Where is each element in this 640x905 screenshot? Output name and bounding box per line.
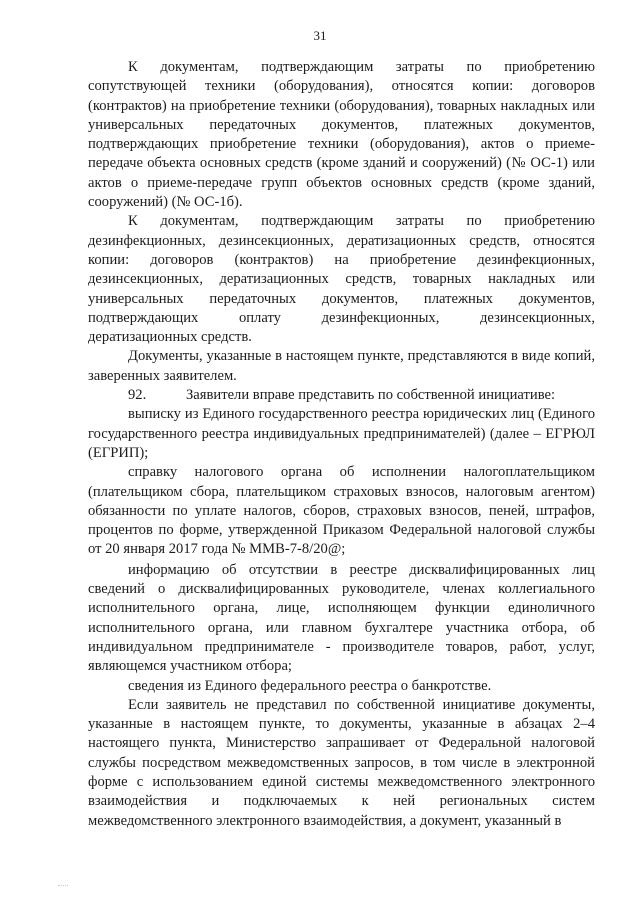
paragraph-disinfection-documents: К документам, подтверждающим затраты по приобретению дезинфекционных, дезинсекционных, дератизационных средств, относятся копии: договоров (контрактов) на приобретение дезинфекционных, дезинсекционных, дератизационных средств, товарных накладных или универсальных передаточных документов, платежных документов, подтверждающих оплату дезинфекционных, дезинсекционных, дератизационных средств. (88, 213, 595, 346)
list-item-tax-certificate: справку налогового органа об исполнении налогоплательщиком (плательщиком сбора, плательщиком страховых взносов, налоговым агентом) обязанности по уплате налогов, сборов, страховых взносов, пеней, штрафов, процентов по форме, утвержденной Приказом Федеральной налоговой службы от 20 января 2017 года № ММВ-7-8/20@; (88, 464, 595, 558)
list-item-egrul-extract: выписку из Единого государственного реестра юридических лиц (Единого государственного реестра индивидуальных предпринимателей) (далее – ЕГРЮЛ (ЕГРИП); (88, 406, 595, 461)
document-body (88, 58, 595, 831)
paragraph-interagency-request: Если заявитель не представил по собственной инициативе документы, указанные в настоящем пункте, то документы, указанные в абзацах 2–4 настоящего пункта, Министерство запрашивает от Федеральной налоговой службы посредством межведомственных запросов, в том числе в электронной форме с использованием единой системы межведомственного электронного взаимодействия и подключаемых к ней региональных систем межведомственного электронного взаимодействия, а документ, указанный в (88, 696, 595, 829)
paragraph-copies-certified: Документы, указанные в настоящем пункте, представляются в виде копий, заверенных заявителем. (88, 348, 595, 384)
list-item-bankruptcy-registry: сведения из Единого федерального реестра о банкротстве. (128, 677, 492, 694)
scan-artifact (58, 885, 68, 888)
item-92-number: 92. (128, 387, 147, 404)
item-92 (88, 386, 595, 405)
item-92-text: Заявители вправе представить по собственной инициативе: (186, 387, 556, 404)
list-item-disqualified-registry: информацию об отсутствии в реестре дисквалифицированных лиц сведений о дисквалифицированных руководителе, членах коллегиального исполнительного органа, лице, исполняющем функции единоличного исполнительного органа, или главном бухгалтере участника отбора, об индивидуальном предпринимателе - производителе товаров, работ, услуг, являющемся участником отбора; (88, 561, 595, 675)
page-number: 31 (313, 28, 327, 43)
paragraph-equipment-documents: К документам, подтверждающим затраты по приобретению сопутствующей техники (оборудования), относятся копии: договоров (контрактов) на приобретение техники (оборудования), товарных накладных или универсальных передаточных документов, платежных документов, подтверждающих приобретение техники (оборудования), актов о приеме-передаче объекта основных средств (кроме зданий и сооружений) (№ ОС-1) или актов о приеме-передаче групп объектов основных средств (кроме зданий, сооружений) (№ ОС-1б). (88, 59, 595, 211)
